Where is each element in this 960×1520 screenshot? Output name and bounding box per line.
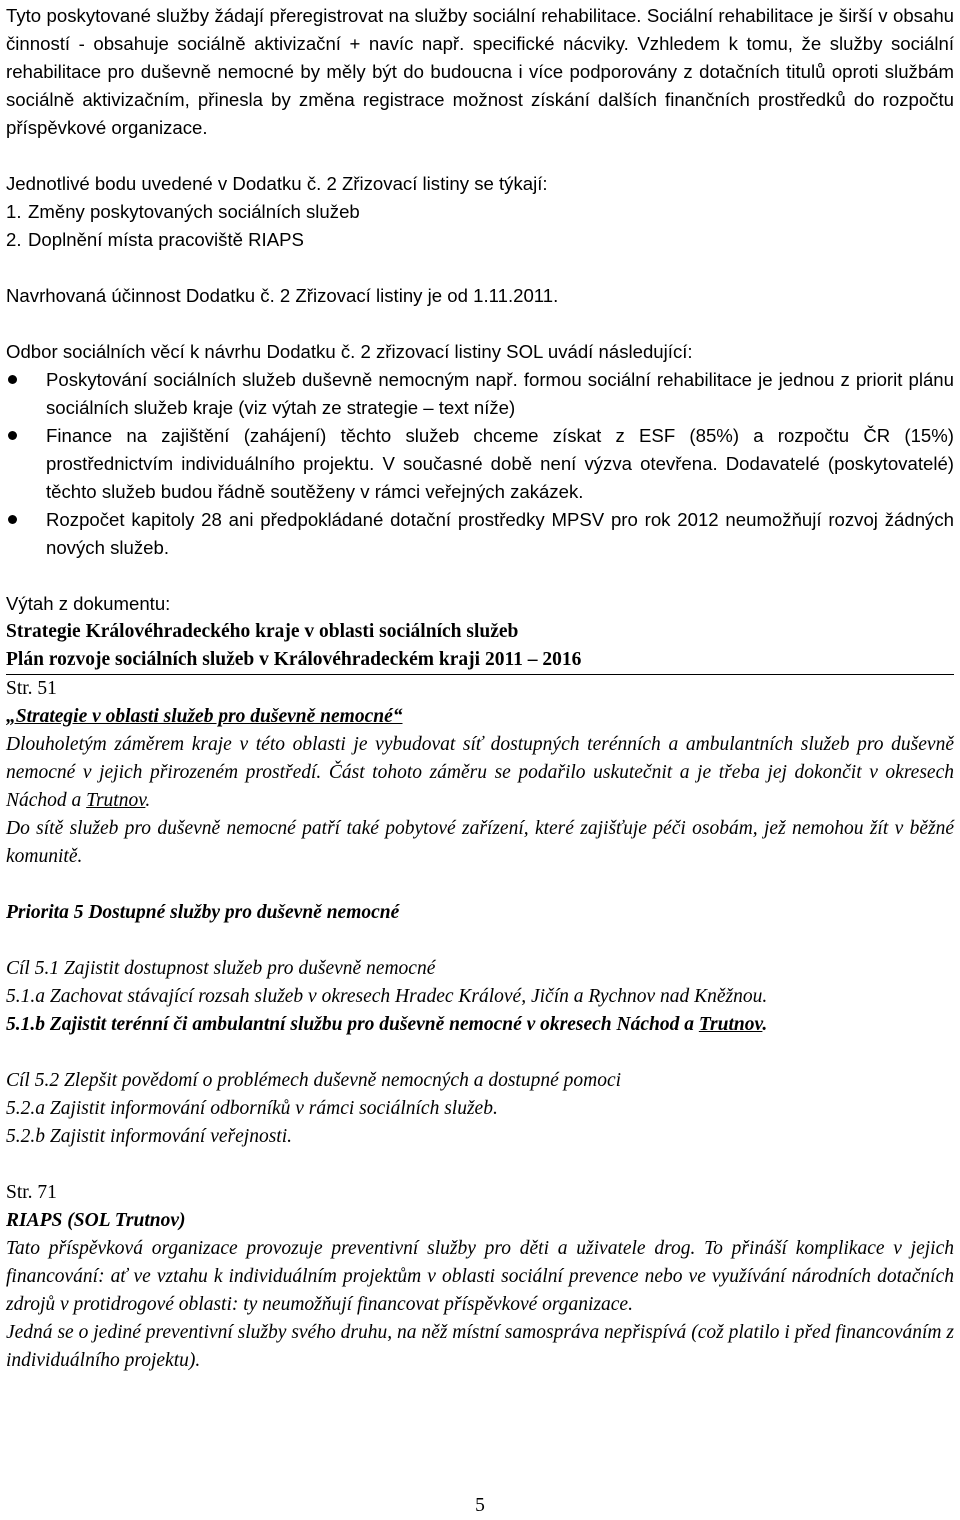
intro-text-2: Vzhledem k tomu, že služby sociální rehabilitace pro duševně nemocné by měly být do budoucna i více podporovány z dotačních titulů oproti službám sociálně aktivizačním, přinesla by změna registrace možnost získání dalších finančních prostředků do rozpočtu příspěvkové organizace. [6,33,955,138]
page-ref-51: Str. 51 [6,678,57,699]
page-ref-71: Str. 71 [6,1182,57,1203]
list-item: Poskytování sociálních služeb duševně nemocným např. formou sociální rehabilitace je jednou z priorit plánu sociálních služeb kraje (viz výtah ze strategie – text níže) [6,366,954,422]
strategy-paragraph-2: Do sítě služeb pro duševně nemocné patří také pobytové zařízení, které zajišťuje péči osobám, jež nemohou žít v běžné komunitě. [6,818,954,867]
riaps-paragraph-2: Jedná se o jediné preventivní služby svého druhu, na něž místní samospráva nepřispívá (což platilo i před financováním z individuálního projektu). [6,1322,954,1371]
excerpt-label: Výtah z dokumentu: [6,593,171,614]
intro-paragraph [6,2,954,142]
strategy-heading: „Strategie v oblasti služeb pro duševně nemocné“ [6,706,403,727]
trutnov-link: Trutnov [698,1014,763,1035]
goal-5-2-b: 5.2.b Zajistit informování veřejnosti. [6,1126,292,1147]
list-item: Rozpočet kapitoly 28 ani předpokládané dotační prostředky MPSV pro rok 2012 neumožňují rozvoj žádných nových služeb. [6,506,954,562]
trutnov-link: Trutnov [86,790,146,811]
bullet-icon [6,422,46,506]
goal-5-1-a: 5.1.a Zachovat stávající rozsah služeb v okresech Hradec Králové, Jičín a Rychnov nad Kněžnou. [6,986,768,1007]
goal-5-2-a: 5.2.a Zajistit informování odborníků v rámci sociálních služeb. [6,1098,498,1119]
list-item: 1. Změny poskytovaných sociálních služeb [6,201,360,222]
bullet-icon [6,366,46,422]
goal-5-1-b: 5.1.b Zajistit terénní či ambulantní službu pro duševně nemocné v okresech Náchod a Trutnov. [6,1014,768,1035]
riaps-heading: RIAPS (SOL Trutnov) [6,1210,186,1231]
riaps-paragraph-1: Tato příspěvková organizace provozuje preventivní služby pro děti a uživatele drog. To přináší komplikace v jejich financování: ať ve vztahu k individuálním projektům v oblasti sociální prevence nebo ve využívání národních dotačních zdrojů v protidrogové oblasti: ty neumožňují financovat příspěvkové organizace. [6,1238,954,1315]
intro-text-1: Tyto poskytované služby žádají přeregistrovat na služby sociální rehabilitace. Sociální rehabilitace je širší v obsahu činností - obsahuje sociálně aktivizační + navíc např. specifické nácviky. [6,5,954,54]
dept-heading: Odbor sociálních věcí k návrhu Dodatku č. 2 zřizovací listiny SOL uvádí následující: [6,341,693,362]
bullet-icon [6,506,46,562]
goal-5-2: Cíl 5.2 Zlepšit povědomí o problémech duševně nemocných a dostupné pomoci [6,1070,622,1091]
page-number: 5 [475,1495,485,1516]
excerpt-title-2: Plán rozvoje sociálních služeb v Královéhradeckém kraji 2011 – 2016 [6,646,954,675]
strategy-paragraph-1: Dlouholetým záměrem kraje v této oblasti je vybudovat síť dostupných terénních a ambulantních služeb pro duševně nemocné v jejich přirozeném prostředí. Část tohoto záměru se podařilo uskutečnit a je třeba jej dokončit v okresech Náchod a Trutnov. [6,734,954,811]
goal-5-1: Cíl 5.1 Zajistit dostupnost služeb pro duševně nemocné [6,958,436,979]
points-heading: Jednotlivé bodu uvedené v Dodatku č. 2 Zřizovací listiny se týkají: [6,173,548,194]
dept-bullets [6,366,954,562]
excerpt-title-1: Strategie Královéhradeckého kraje v oblasti sociálních služeb [6,621,519,642]
list-item: 2. Doplnění místa pracoviště RIAPS [6,229,304,250]
points-list [6,198,954,254]
effective-date: Navrhovaná účinnost Dodatku č. 2 Zřizovací listiny je od 1.11.2011. [6,285,559,306]
priority-heading: Priorita 5 Dostupné služby pro duševně nemocné [6,902,400,923]
list-item: Finance na zajištění (zahájení) těchto služeb chceme získat z ESF (85%) a rozpočtu ČR (15%) prostřednictvím individuálního projektu. V současné době není výzva otevřena. Dodavatelé (poskytovatelé) těchto služeb budou řádně soutěženy v rámci veřejných zakázek. [6,422,954,506]
